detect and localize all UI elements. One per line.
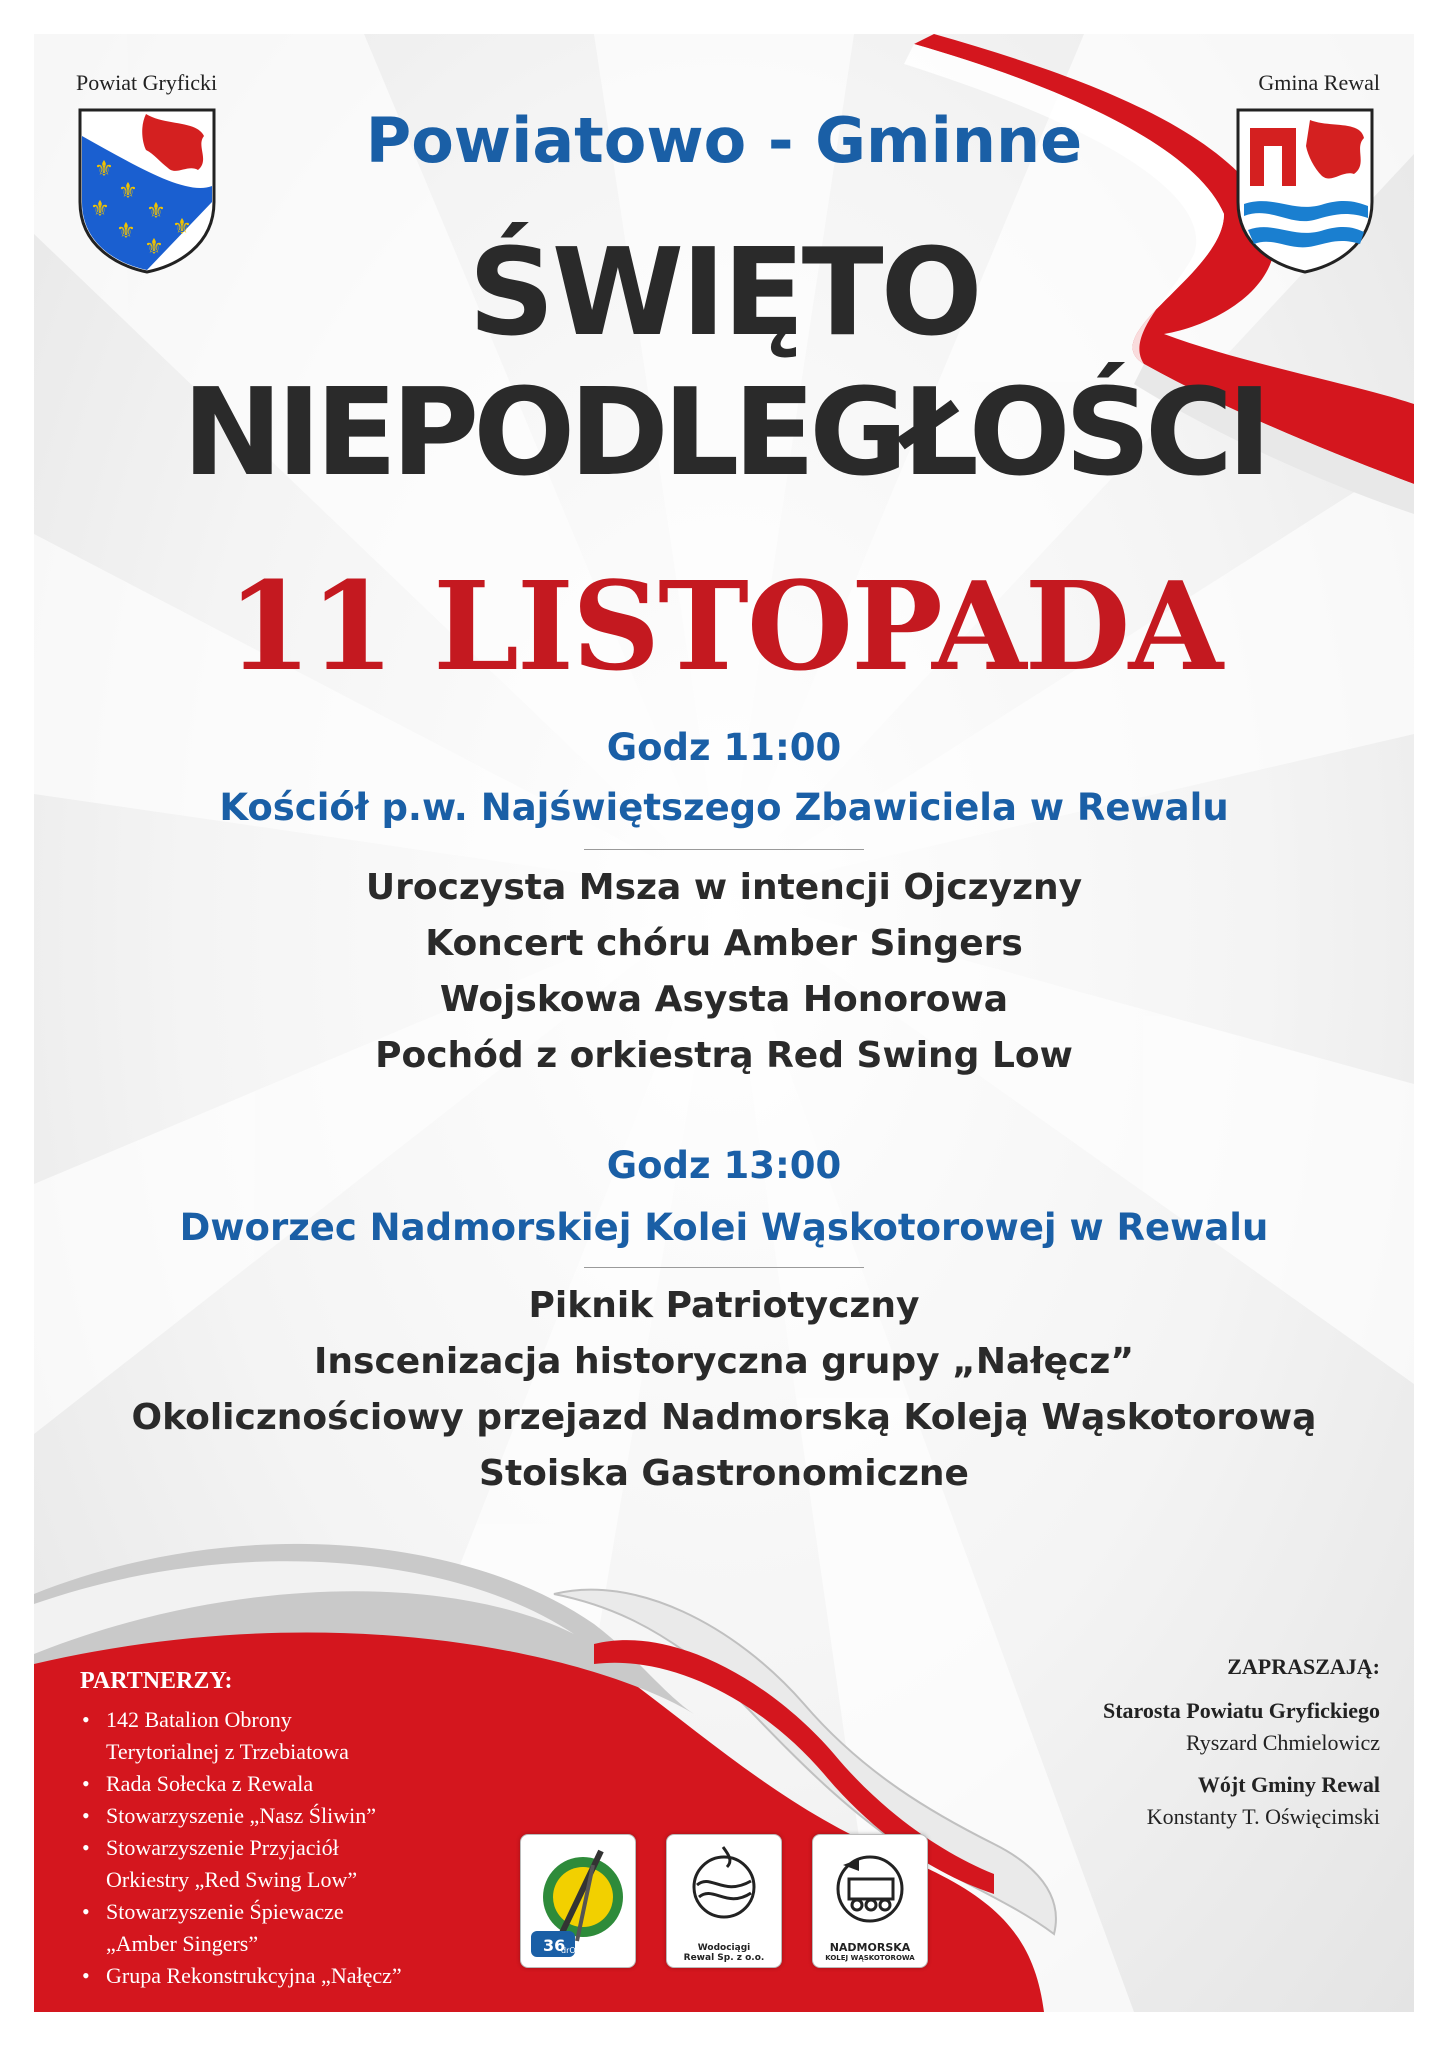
list-item: Stoiska Gastronomiczne: [479, 1453, 969, 1494]
partner-item: • Stowarzyszenie „Nasz Śliwin”: [80, 1800, 560, 1832]
list-item: Piknik Patriotyczny: [528, 1285, 920, 1326]
list-item: Uroczysta Msza w intencji Ojczyzny: [365, 867, 1083, 908]
event-2-program: [34, 1278, 1414, 1502]
event-1-time: Godz 11:00: [606, 726, 842, 769]
invite-heading: ZAPRASZAJĄ:: [1227, 1654, 1380, 1679]
event-2-time: Godz 13:00: [606, 1144, 842, 1187]
logo-caption: [813, 1943, 927, 1963]
brigade-logo-icon: [521, 1835, 635, 1967]
logo-caption-line-1: NADMORSKA: [829, 1941, 911, 1954]
crest-left-label: Powiat Gryficki: [76, 70, 218, 95]
svg-text:⚜: ⚜: [172, 215, 192, 240]
event-1-place: Kościół p.w. Najświętszego Zbawiciela w Rewalu: [219, 786, 1229, 829]
svg-text:⚜: ⚜: [146, 199, 166, 224]
partner-item-continued: Orkiestry „Red Swing Low”: [106, 1867, 358, 1892]
partner-item-continued: Terytorialnej z Trzebiatowa: [106, 1739, 349, 1764]
partner-item: • Stowarzyszenie Śpiewacze: [80, 1896, 560, 1928]
poster: [34, 34, 1414, 2012]
partner-item: • Grupa Rekonstrukcyjna „Nałęcz”: [80, 1960, 560, 1992]
logo-36-drop: [520, 1834, 636, 1968]
crest-right-label: Gmina Rewal: [1258, 70, 1380, 95]
svg-text:⚜: ⚜: [118, 179, 138, 204]
partner-item: • 142 Batalion Obrony: [80, 1704, 560, 1736]
partner-item-continued: „Amber Singers”: [106, 1931, 259, 1956]
logo-caption-line-2: Rewal Sp. z o.o.: [683, 1953, 765, 1963]
svg-text:⚜: ⚜: [116, 219, 136, 244]
list-item: Koncert chóru Amber Singers: [425, 923, 1023, 964]
invite-org-1: Starosta Powiatu Gryfickiego: [1102, 1698, 1380, 1723]
list-item: Pochód z orkiestrą Red Swing Low: [375, 1035, 1073, 1076]
svg-text:⚜: ⚜: [144, 235, 164, 260]
logo-sub: drOP: [561, 1946, 581, 1955]
train-logo-icon: [813, 1835, 927, 1935]
list-item: Wojskowa Asysta Honorowa: [439, 979, 1009, 1020]
svg-text:⚜: ⚜: [94, 157, 114, 182]
partners-heading: PARTNERZY:: [80, 1668, 233, 1694]
logo-caption: [667, 1943, 781, 1963]
logo-number: 36: [543, 1936, 566, 1955]
partner-item: • Stowarzyszenie Przyjaciół: [80, 1832, 560, 1864]
divider: [584, 1267, 864, 1268]
event-date: 11 LISTOPADA: [226, 554, 1222, 698]
partners-list: [80, 1704, 560, 1992]
title-line-1: ŚWIĘTO: [468, 224, 980, 363]
event-2-place: Dworzec Nadmorskiej Kolei Wąskotorowej w Rewalu: [179, 1206, 1269, 1249]
invite-person-1: Ryszard Chmielowicz: [1185, 1730, 1380, 1755]
logo-nadmorska-kolej: [812, 1834, 928, 1968]
title-line-2: NIEPODLEGŁOŚCI: [182, 364, 1266, 503]
divider: [584, 849, 864, 850]
list-item: Okolicznościowy przejazd Nadmorską Koleją Wąskotorową: [131, 1397, 1317, 1438]
event-1-program: [34, 860, 1414, 1084]
water-company-logo-icon: [667, 1835, 781, 1935]
invite-org-2: Wójt Gminy Rewal: [1197, 1772, 1380, 1797]
logo-wodociagi-rewal: [666, 1834, 782, 1968]
logo-caption-line-2: KOLEJ WĄSKOTOROWA: [825, 1954, 915, 1962]
logo-caption-line-1: Wodociągi: [697, 1943, 751, 1953]
list-item: Inscenizacja historyczna grupy „Nałęcz”: [314, 1341, 1134, 1382]
event-subtitle: Powiatowo - Gminne: [365, 104, 1083, 177]
svg-text:⚜: ⚜: [90, 197, 110, 222]
partner-item: • Rada Sołecka z Rewala: [80, 1768, 560, 1800]
invite-person-2: Konstanty T. Oświęcimski: [1146, 1804, 1380, 1829]
